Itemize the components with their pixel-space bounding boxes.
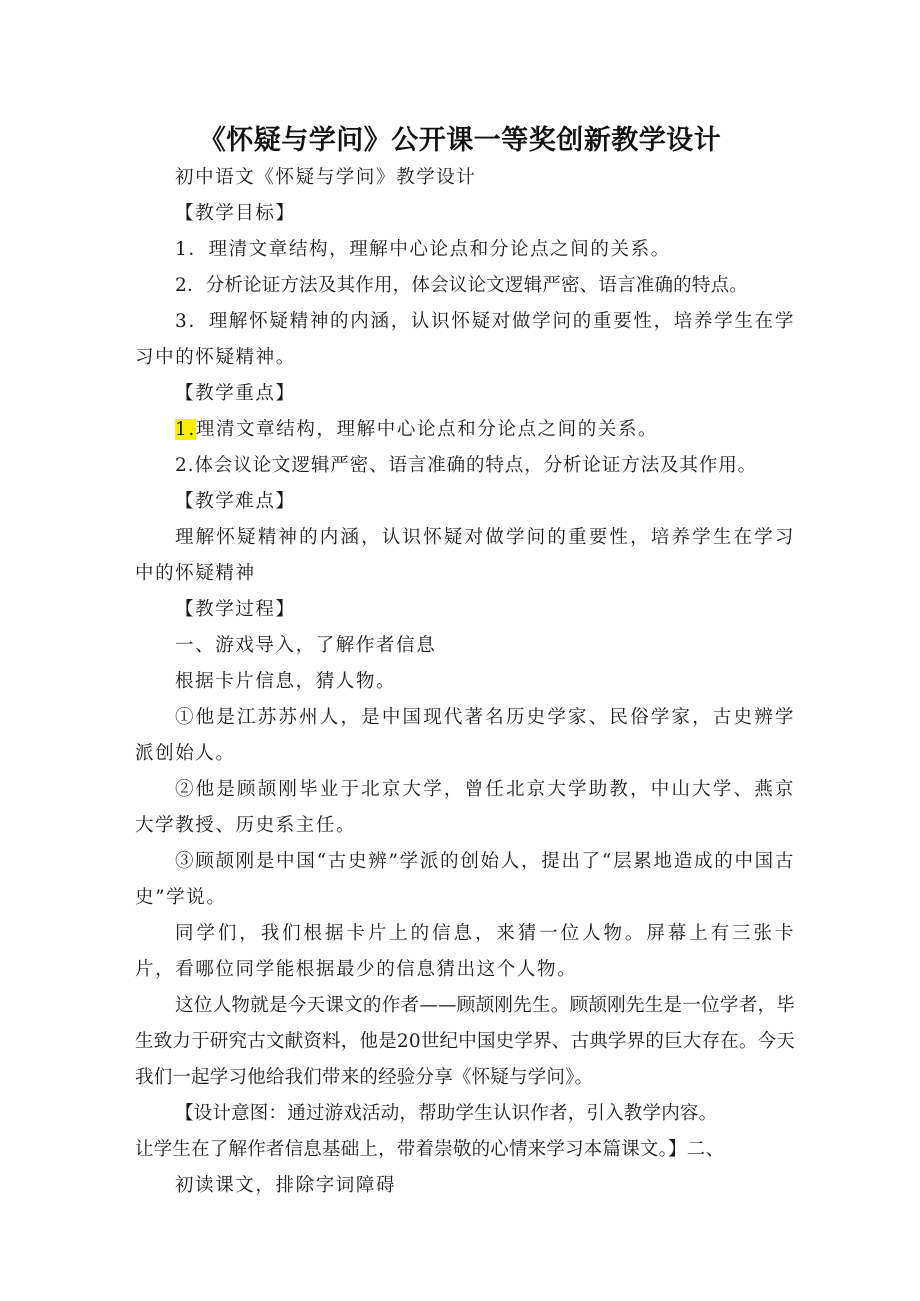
key-point-item: 2.体会议论文逻辑严密、语言准确的特点，分析论证方法及其作用。 [175, 455, 758, 476]
key-point-item [135, 412, 795, 448]
process-heading: 【教学过程】 [175, 599, 296, 620]
document-title: 《怀疑与学问》公开课一等奖创新教学设计 [198, 125, 722, 156]
key-point-text: 理清文章结构，理解中心论点和分论点之间的关系。 [195, 419, 659, 440]
design-intent-line: 【设计意图：通过游戏活动，帮助学生认识作者，引入教学内容。 [175, 1103, 718, 1124]
objective-item: 1．理清文章结构，理解中心论点和分论点之间的关系。 [175, 239, 671, 260]
highlight-marker: 1. [175, 419, 196, 440]
key-points-heading: 【教学重点】 [175, 383, 296, 404]
card-item: ③顾颉刚是中国“古史辨”学派的创始人，提出了“层累地造成的中国古史”学说。 [135, 851, 795, 908]
card-item: ②他是顾颉刚毕业于北京大学，曾任北京大学助教，中山大学、燕京大学教授、历史系主任。 [135, 779, 795, 836]
card-item: ①他是江苏苏州人，是中国现代著名历史学家、民俗学家，古史辨学派创始人。 [135, 707, 795, 764]
objectives-heading: 【教学目标】 [175, 203, 296, 224]
paragraph: 这位人物就是今天课文的作者——顾颉刚先生。顾颉刚先生是一位学者，毕生致力于研究古文献资料，他是20世纪中国史学界、古典学界的巨大存在。今天我们一起学习他给我们带来的经验分享《怀疑与学问》。 [135, 995, 795, 1088]
difficulty-heading: 【教学难点】 [175, 491, 296, 512]
objective-item: 2．分析论证方法及其作用，体会议论文逻辑严密、语言准确的特点。 [175, 275, 748, 296]
difficulty-text: 理解怀疑精神的内涵，认识怀疑对做学问的重要性，培养学生在学习中的怀疑精神 [135, 527, 795, 584]
design-intent-line: 让学生在了解作者信息基础上，带着崇敬的心情来学习本篇课文。】二、 [135, 1139, 725, 1160]
paragraph: 同学们，我们根据卡片上的信息，来猜一位人物。屏幕上有三张卡片，看哪位同学能根据最少的信息猜出这个人物。 [135, 923, 795, 980]
document-body [135, 160, 795, 1204]
section-heading: 初读课文，排除字词障碍 [175, 1175, 397, 1196]
document-subtitle: 初中语文《怀疑与学问》教学设计 [175, 167, 477, 188]
objective-item: 3．理解怀疑精神的内涵，认识怀疑对做学问的重要性，培养学生在学习中的怀疑精神。 [135, 311, 795, 368]
paragraph: 根据卡片信息，猜人物。 [175, 671, 397, 692]
section-heading: 一、游戏导入，了解作者信息 [175, 635, 437, 656]
